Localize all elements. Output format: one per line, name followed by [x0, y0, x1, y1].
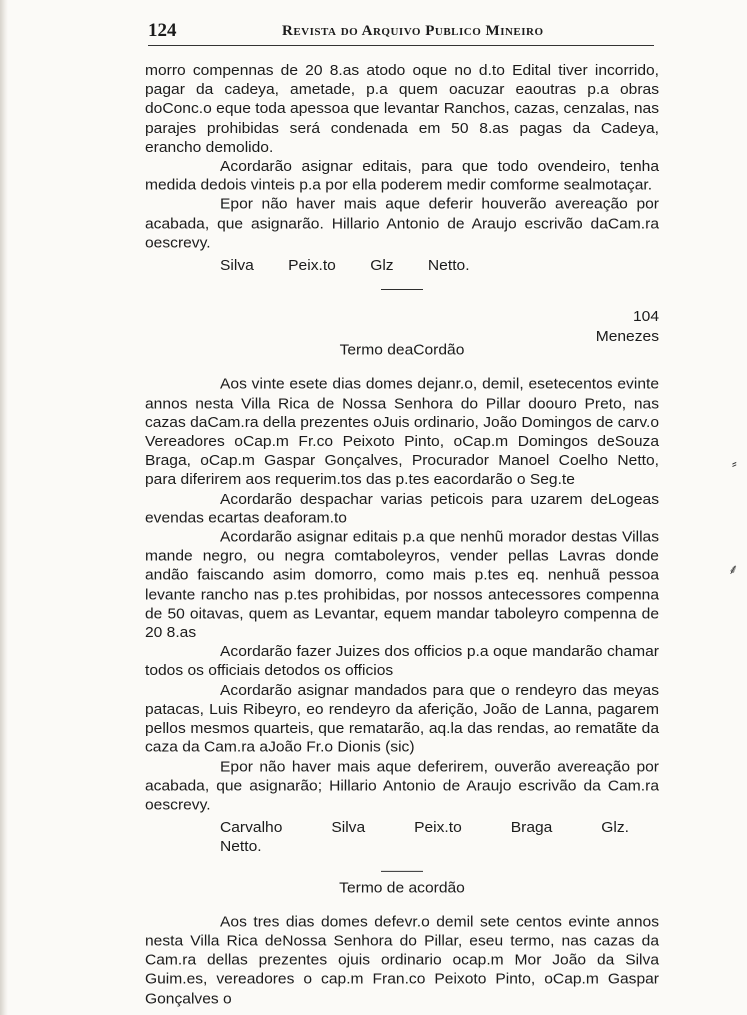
section-title: Termo de acordão [339, 879, 465, 896]
paragraph: Epor não haver mais aque deferir houverão avereação por acabada, que asignarão. Hillario Antonio de Araujo escrivão daCam.ra oescrevy. [145, 196, 659, 252]
margin-note-number: 104 [632, 309, 659, 326]
page-edge-shadow [0, 0, 8, 1015]
signature: Netto. [427, 257, 470, 274]
signature: Silva [331, 819, 366, 836]
margin-mark: ⸗ [732, 456, 737, 472]
signature: Glz [370, 257, 394, 274]
signature-line [220, 257, 659, 276]
signature: Netto. [220, 839, 262, 856]
paragraph: Acordarão asignar editais, para que todo ovendeiro, tenha medida dedois vinteis p.a por ella poderem medir comforme sealmotaçar. [145, 158, 659, 194]
margin-mark: ⸙ [728, 562, 739, 578]
signature: Silva [220, 257, 254, 274]
paragraph: Aos tres dias domes defevr.o demil sete centos evinte annos nesta Villa Rica deNossa Senhora do Pillar, eseu termo, nas cazas da Cam.ra dellas prezentes ojuis ordinario ocap.m Mor João da Silva Guim.es, vereadores o cap.m Fran.co Peixoto Pinto, oCap.m Gaspar Gonçalves o [145, 914, 659, 1007]
paragraph: Acordarão despachar varias peticois para uzarem deLogeas evendas ecartas deaforam.to [145, 491, 659, 527]
paragraph: Acordarão asignar mandados para que o rendeyro das meyas patacas, Luis Ribeyro, eo rendeyro da aferição, João de Lanna, pagarem pellos mesmos quarteis, que rematarão, aq.la das rendas, ao rematãte da caza da Cam.ra aJoão Fr.o Dionis (sic) [145, 682, 659, 756]
signature: Carvalho [220, 819, 283, 836]
paragraph: morro compennas de 20 8.as atodo oque no d.to Edital tiver incorrido, pagar da cadeya, ametade, p.a quem oacuzar eaoutras p.a obras doConc.o eque toda apessoa que levantar Ranchos, cazas, cenzalas, nas parajes prohibidas será condenada em 50 8.as pagas da Cadeya, erancho demolido. [145, 62, 659, 156]
signature: Peix.to [414, 819, 462, 836]
running-title: Revista do Arquivo Publico Mineiro [282, 23, 544, 39]
signature: Peix.to [288, 257, 336, 274]
paragraph: Acordarão fazer Juizes dos officios p.a oque mandarão chamar todos os officiais detodos os officios [145, 644, 659, 680]
signature: Glz. [601, 819, 630, 836]
signature-line [220, 819, 659, 857]
signature: Braga [510, 819, 553, 836]
section-separator [381, 870, 423, 871]
margin-note-name: Menezes [595, 329, 659, 346]
paragraph: Aos vinte esete dias domes dejanr.o, demil, esetecentos evinte annos nesta Villa Rica de Nossa Senhora do Pillar doouro Preto, nas cazas daCam.ra della prezentes oJuis ordinario, João Domingos de carv.o Vereadores oCap.m Fr.co Peixoto Pinto, oCap.m Domingos deSouza Braga, oCap.m Gaspar Gonçalves, Procurador Manoel Coelho Netto, para diferirem aos requerim.tos das p.tes eacordarão o Seg.te [145, 376, 659, 489]
page-header [148, 16, 668, 46]
paragraph: Acordarão asignar editais p.a que nenhũ morador destas Villas mande negro, ou negra comtaboleyros, vender pellas Lavras donde andão faiscando asim domorro, como mais p.tes eq. nenhuã pessoa levante rancho nas p.tes prohibidas, por nossos antecessores compenna de 50 oitavas, quem as Levantar, equem mandar taboleyro compenna de 20 8.as [145, 529, 659, 642]
header-rule [148, 45, 654, 46]
page-number: 124 [148, 20, 177, 41]
paragraph: Epor não haver mais aque deferirem, ouverão avereação por acabada, que asignarão; Hillario Antonio de Araujo escrivão da Cam.ra oescrevy. [145, 758, 659, 814]
section-separator [381, 289, 423, 290]
page-body [145, 62, 659, 1009]
section-title: Termo deaCordão [339, 342, 465, 359]
